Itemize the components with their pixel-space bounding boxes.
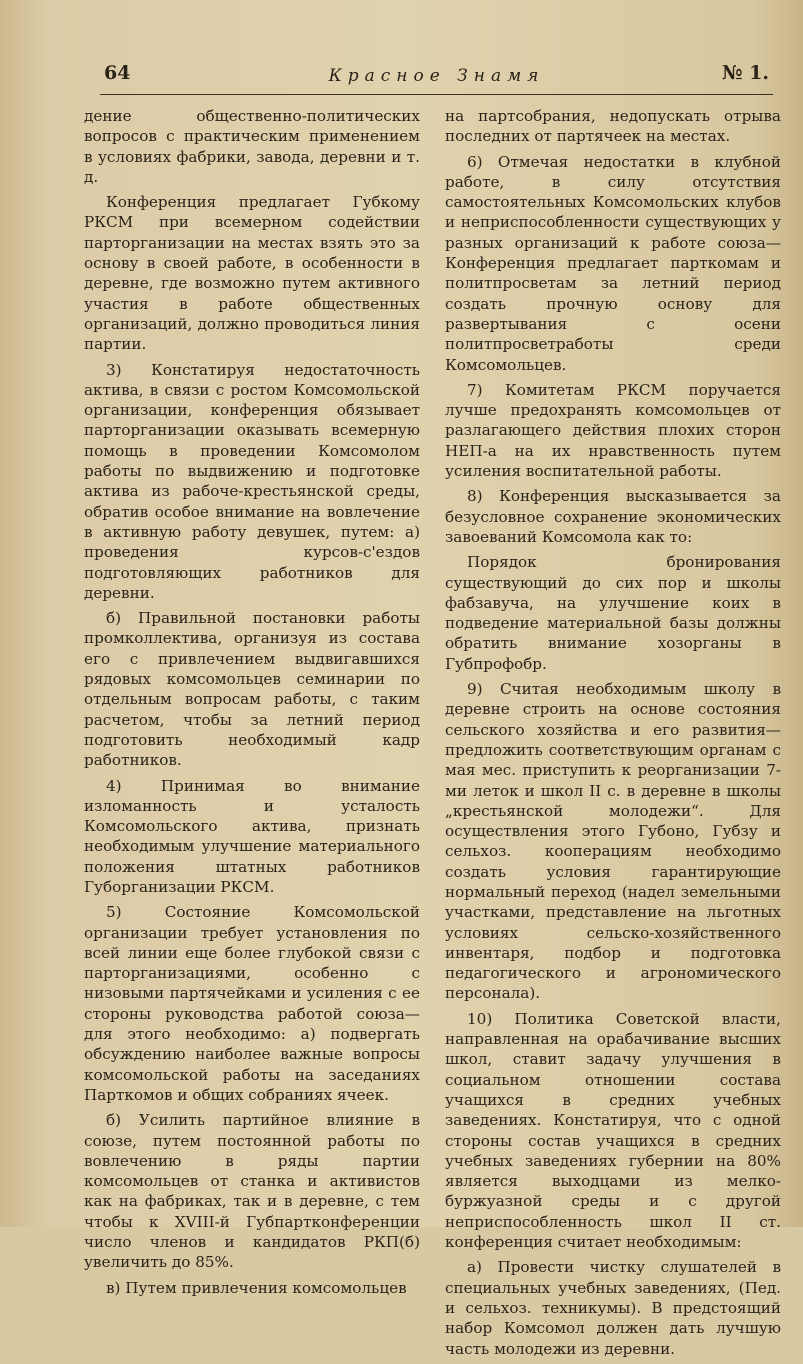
page-number: 64 — [104, 62, 131, 84]
paragraph: 8) Конференция высказывается за безусловное сохранение экономических завоеваний Комсомола как то: — [445, 487, 781, 546]
paragraph: 7) Комитетам РКСМ поручается лучше предохранять комсомольцев от разлагающего действия плохих сторон НЕП-а на их нравственность путем усиления воспитательной работы. — [445, 380, 781, 481]
paragraph: а) Провести чистку слушателей в специальных учебных заведениях, (Пед. и сельхоз. техникумы). В предстоящий набор Комсомол должен дать лучшую часть молодежи из деревни. — [445, 1258, 781, 1358]
paragraph: Порядок бронирования существующий до сих пор и школы фабзавуча, на улучшение коих в подведение материальной базы должны обратить внимание хозорганы в Губпрофобр. — [445, 553, 781, 673]
paragraph: 6) Отмечая недостатки в клубной работе, в силу отсутствия самостоятельных Комсомольских клубов и неприспособленности существующих у разных организаций к работе союза—Конференция предлагает парткомам и политпросветам за летний период создать прочную основу для развертывания с осени политпросветработы среди Комсомольцев. — [445, 152, 781, 374]
paragraph: на партсобрания, недопускать отрыва последних от партячеек на местах. — [445, 107, 781, 146]
paragraph: 3) Констатируя недостаточность актива, в связи с ростом Комсомольской организации, конференция обязывает парторганизации оказывать всемерную помощь в проведении Комсомолом работы по выдвижению и подготовке актива из рабоче-крестьянской среды, обратив особое внимание на вовлечение в активную работу девушек, путем: а) проведения курсов-с'ездов подготовляющих работников для деревни. — [84, 360, 420, 602]
issue-number: № 1. — [721, 62, 769, 84]
right-column — [445, 106, 781, 1364]
paragraph: в) Путем привлечения комсомольцев — [106, 1278, 407, 1297]
paragraph: 5) Состояние Комсомольской организации требует установления по всей линии еще более глубокой связи с парторганизациями, особенно с низовыми партячейками и усиления с ее стороны руководства работой союза—для этого необходимо: а) подвергать обсуждению наиболее важные вопросы комсомольской работы на заседаниях Парткомов и общих собраниях ячеек. — [84, 903, 420, 1104]
paragraph: 9) Считая необходимым школу в деревне строить на основе состояния сельского хозяйства и его развития—предложить соответствующим органам с мая мес. приступить к реорганизации 7-ми леток и школ II с. в деревне в школы „крестьянской молодежи“. Для осуществления этого Губоно, Губзу и сельхоз. кооперациям необходимо создать условия гарантирующие нормальный переход (надел земельными участками, представление на льготных условиях сельско-хозяйственного инвентаря, подбор и подготовка педагогического и агрономического персонала). — [445, 680, 781, 1003]
paragraph: дение общественно-политических вопросов с практическим применением в условиях фабрики, завода, деревни и т. д. — [84, 107, 420, 186]
paragraph: 10) Политика Советской власти, направленная на орабачивание высших школ, ставит задачу улучшения в социальном отношении состава учащихся в средних учебных заведениях. Констатируя, что с одной стороны состав учащихся в средних учебных заведениях губернии на 80% является выходцами из мелко-буржуазной среды и с другой неприспособленность школ II ст. конференция считает необходимым: — [445, 1009, 781, 1252]
page-header — [100, 60, 773, 95]
paragraph: 4) Принимая во внимание изломанность и усталость Комсомольского актива, признать необходимым улучшение материального положения штатных работников Губорганизации РКСМ. — [84, 776, 420, 896]
left-column — [84, 106, 420, 1303]
paragraph: б) Правильной постановки работы промколлектива, организуя из состава его с привлечением выдвигавшихся рядовых комсомольцев семинарии по отдельным вопросам работы, с таким расчетом, чтобы за летний период подготовить необходимый кадр работников. — [84, 609, 420, 770]
paragraph: Конференция предлагает Губкому РКСМ при всемерном содействии парторганизации на местах взять это за основу в своей работе, в особенности в деревне, где возможно путем активного участия в работе общественных организаций, должно проводиться линия партии. — [84, 193, 420, 354]
paragraph: б) Усилить партийное влияние в союзе, путем постоянной работы по вовлечению в ряды партии комсомольцев от станка и активистов как на фабриках, так и в деревне, с тем чтобы к XVIII-й Губпартконференции число членов и кандидатов РКП(б) увеличить до 85%. — [84, 1111, 420, 1272]
journal-title: Красное Знамя — [328, 66, 545, 86]
